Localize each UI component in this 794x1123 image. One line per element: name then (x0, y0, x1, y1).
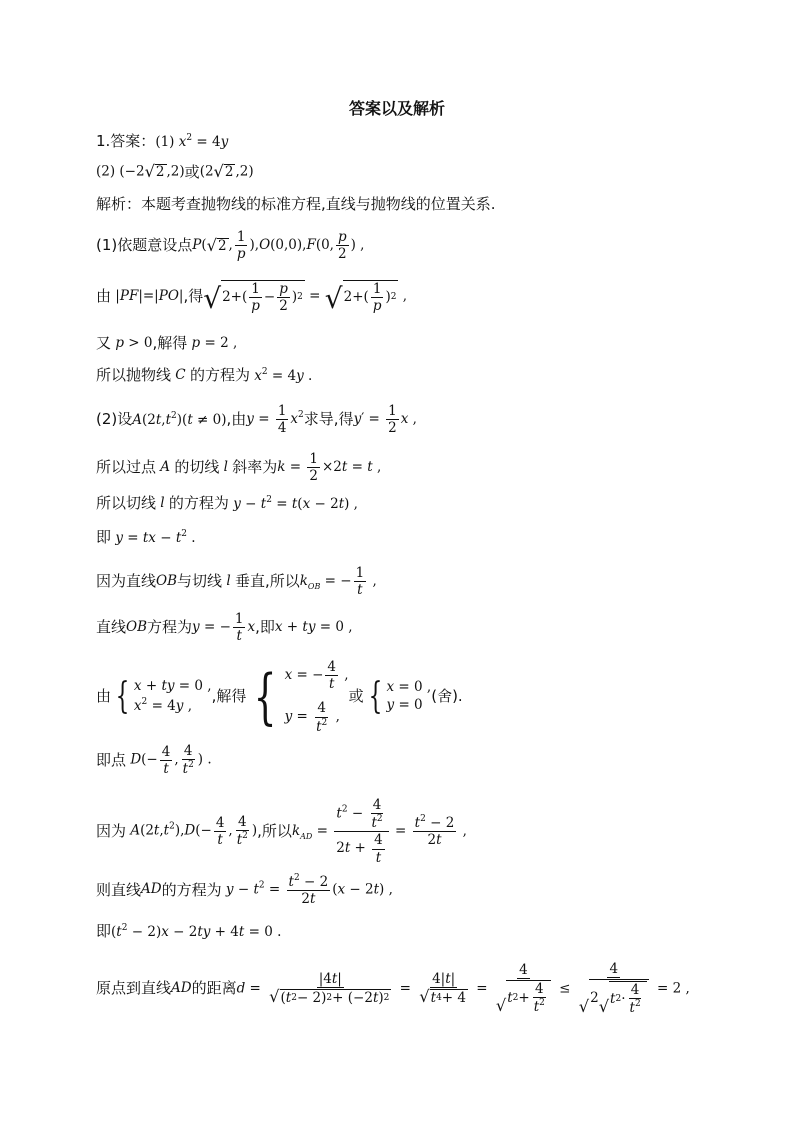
solution-1: { x = − $\frac{4}{t}$ , y = $\frac{4}{t^2}$ , (254, 659, 349, 735)
line-12-ob: OB (156, 572, 178, 589)
system-equations: { x + ty = 0 , $x^2 = 4y$ , (115, 675, 212, 717)
page-title: 答案以及解析 (348, 99, 445, 118)
line-6-text-b: ,解得 (152, 334, 188, 352)
line-15-text: 即点 (96, 750, 127, 769)
line-10-text-b: 的方程为 (168, 494, 229, 513)
answer-1-formula: (1) $x^2 = 4y$ (155, 133, 229, 150)
line-13-text-a: 直线 (96, 618, 127, 637)
line-5-text-a: 由 (96, 287, 112, 306)
line-12-text-b: 与切线 (177, 572, 223, 591)
line-13-text-c: ,即 (255, 618, 275, 637)
analysis-line-17 (96, 874, 393, 906)
analysis-line-12 (96, 566, 377, 597)
line-14-text-a: 由 (96, 687, 112, 706)
line-14-text-c: 或 (348, 687, 364, 706)
line-10-eq: $y - t^2 = t(x - 2t)$ , (233, 495, 358, 512)
analysis-line-11 (96, 530, 196, 546)
line-14-text-b: ,解得 (211, 687, 247, 706)
line-10-text-a: 所以切线 (96, 494, 157, 513)
line-14-text-d: (舍). (431, 687, 463, 706)
line-13-eq2: x + ty = 0 , (274, 618, 353, 635)
analysis-line-15 (96, 744, 212, 776)
line-13-text-b: 方程为 (147, 618, 193, 637)
line-19-ad: AD (171, 980, 192, 996)
line-5-formula: √ 2+( $\frac{1}{p}$ − $\frac{p}{2}$ ) 2 = √ 2+( $\frac{1}{p}$ ) 2 , (203, 281, 408, 316)
line-8-derivative: y′ = $\frac{1}{2}$ x , (353, 403, 417, 437)
line-7-formula: $x^2 = 4y$ . (254, 367, 313, 384)
line-18-text: 即 (96, 922, 112, 941)
line-13-eq: y = − $\frac{1}{t}$ x (192, 611, 256, 645)
analysis-line-8 (96, 404, 417, 435)
line-18-eq: $(t^2 - 2)x - 2ty + 4t = 0$ . (111, 923, 282, 940)
line-8-curve: y = $\frac{1}{4}$ $x^2$ (246, 403, 304, 437)
answer-2-point-a: (2) (−2 √ 2 ,2) (96, 162, 185, 181)
analysis-line-5 (96, 280, 408, 316)
line-9-l: l (219, 458, 233, 475)
line-17-ad: AD (141, 881, 162, 898)
analysis-intro-text: 解析：本题考查抛物线的标准方程,直线与抛物线的位置关系. (96, 195, 496, 213)
line-12-text-a: 因为直线 (96, 572, 157, 591)
line-16-text-a: 因为 (96, 821, 127, 840)
analysis-intro (96, 197, 496, 212)
line-17-eq: $y - t^2$ = $\frac{t^2 - 2}{2t}$ (x − 2t) , (225, 873, 393, 908)
analysis-line-13 (96, 612, 353, 643)
line-6-text-a: 又 (96, 334, 112, 352)
solution-2: { x = 0 , y = 0 (368, 675, 432, 717)
line-11-text: 即 (96, 528, 112, 547)
analysis-line-6 (96, 336, 237, 351)
line-9-slope: k = $\frac{1}{2}$ ×2t = t , (277, 451, 382, 485)
line-10-l: l (156, 495, 169, 511)
line-8-text-b: ,由 (226, 410, 247, 429)
line-12-text-c: 垂直,所以 (234, 572, 300, 591)
line-13-ob: OB (126, 618, 148, 635)
line-4-text: (1)依题意设点 (96, 236, 193, 255)
answer-line-1 (96, 134, 228, 150)
analysis-line-19 (96, 962, 690, 1016)
line-8-text-c: 求导,得 (303, 410, 354, 429)
analysis-line-10 (96, 496, 358, 512)
line-9-text-c: 斜率为 (232, 458, 278, 477)
analysis-line-7 (96, 368, 312, 384)
line-19-text-b: 的距离 (191, 979, 237, 998)
analysis-line-18 (96, 924, 281, 940)
analysis-line-14 (96, 660, 463, 734)
line-9-text-b: 的切线 (174, 458, 220, 477)
line-16-text-b: ,所以 (257, 821, 292, 840)
line-4-formula: P( √ 2 , $\frac{1}{p}$ ),O(0,0),F(0, $\frac{p}{2}$ ) , (192, 229, 365, 263)
line-12-slope: $k_{OB}$ = − $\frac{1}{t}$ , (299, 565, 377, 599)
line-15-point: D(− $\frac{4}{t}$ , $\frac{4}{t^2}$ ) . (130, 743, 212, 778)
line-7-text-b: 的方程为 (189, 366, 250, 385)
line-19-text-a: 原点到直线 (96, 979, 172, 998)
line-7-c: C (171, 367, 190, 383)
line-5-text-b: ,得 (183, 287, 204, 306)
line-6-cond: p > 0 (115, 334, 153, 351)
line-9-a: A (156, 458, 175, 475)
line-12-l: l (222, 572, 235, 589)
answer-2-point-b: (2 √ 2 ,2) (199, 162, 254, 181)
answer-line-2 (96, 164, 254, 180)
line-9-text-a: 所以过点 (96, 458, 157, 477)
line-7-text-a: 所以抛物线 (96, 366, 172, 385)
line-16-points: $A(2t,t^2),D(-$ $\frac{4}{t}$ , $\frac{4}{t^2}$ ) (130, 814, 258, 849)
line-8-point: $A(2t,t^2)(t \ne 0)$ (132, 410, 227, 428)
analysis-line-4 (96, 230, 364, 261)
analysis-line-9 (96, 452, 381, 483)
line-5-condition: |PF|=|PO| (111, 287, 184, 304)
answer-label: 1.答案： (96, 132, 156, 151)
line-6-result: p = 2 , (191, 334, 238, 351)
line-11-eq: y = tx − $t^2$ . (115, 529, 196, 546)
line-19-distance: d = |4t| √ ( t 2 − 2) 2 + (−2 t ) 2 = 4|t| √ t 4 + 4 = 4 √ t 2 + $\frac{4}{t^2}$ ≤ 4 √ 2 √ t 2 · $\frac{4}{t^2}$ = 2 , (236, 961, 690, 1017)
line-17-text-a: 则直线 (96, 880, 142, 899)
line-16-slope: $k_{AD}$ = $t^2$ − $\frac{4}{t^2}$ 2t + $\frac{4}{t}$ = $\frac{t^2 - 2}{2t}$ , (291, 797, 467, 866)
line-17-text-b: 的方程为 (161, 880, 222, 899)
or-word: 或 (184, 162, 200, 181)
line-8-text-a: (2)设 (96, 410, 133, 429)
analysis-line-16 (96, 798, 467, 865)
